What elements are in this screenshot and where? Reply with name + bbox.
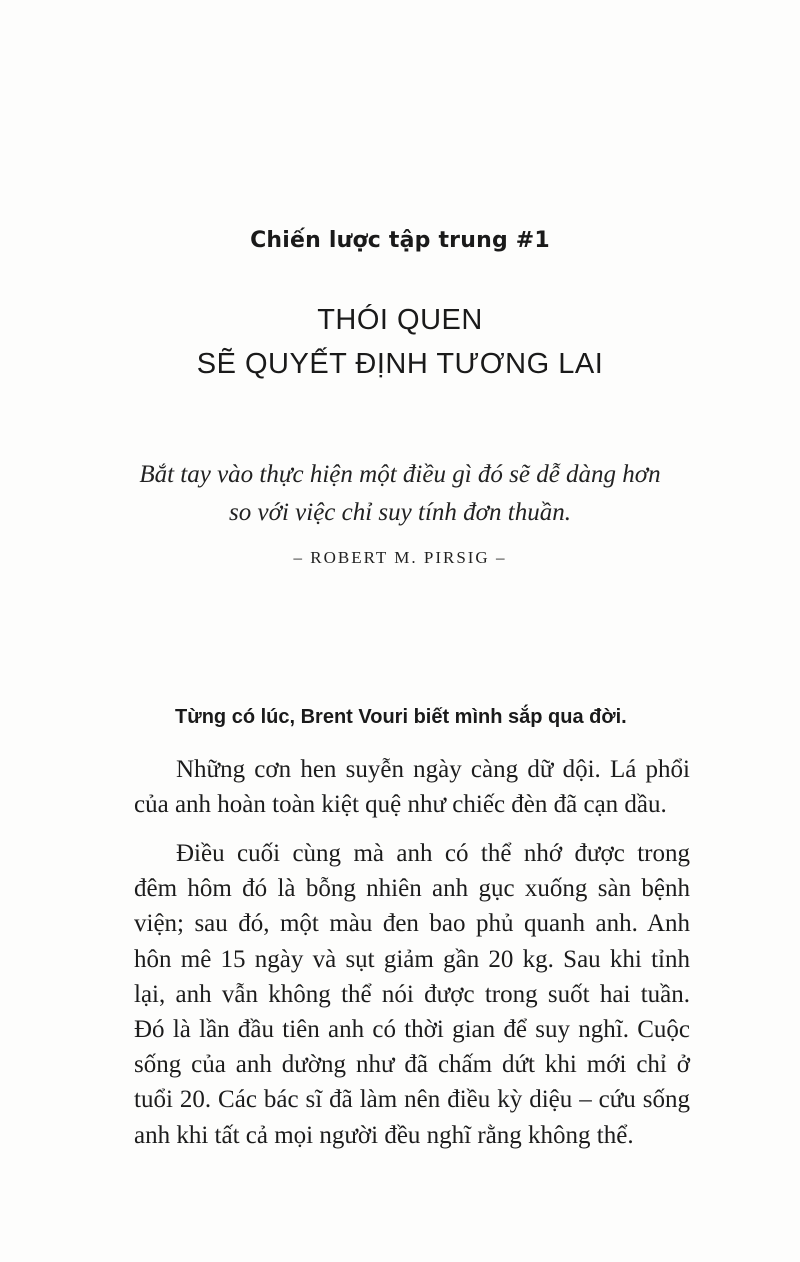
epigraph-line-2: so với việc chỉ suy tính đơn thuần. <box>229 499 571 526</box>
paragraph-2-line-3: viện; sau đó, một màu đen bao phủ quanh anh. Anh <box>134 910 690 938</box>
paragraph-1-line-1: Những cơn hen suyễn ngày càng dữ dội. Lá phổi <box>176 756 690 783</box>
section-kicker: Chiến lược tập trung #1 <box>250 228 550 253</box>
paragraph-2-line-9: anh khi tất cả mọi người đều nghĩ rằng không thể. <box>134 1121 634 1149</box>
epigraph-attribution: – ROBERT M. PIRSIG – <box>293 548 507 567</box>
paragraph-2-line-8: tuổi 20. Các bác sĩ đã làm nên điều kỳ diệu – cứu sống <box>134 1086 690 1114</box>
paragraph-2-line-7: sống của anh dường như đã chấm dứt khi mới chỉ ở <box>134 1051 690 1079</box>
paragraph-2-line-5: lại, anh vẫn không thể nói được trong suốt hai tuần. <box>134 980 690 1008</box>
lead-sentence: Từng có lúc, Brent Vouri biết mình sắp qua đời. <box>175 706 627 728</box>
chapter-title-line-2: SẼ QUYẾT ĐỊNH TƯƠNG LAI <box>196 348 604 380</box>
paragraph-2 <box>134 836 690 1153</box>
chapter-title-line-1: THÓI QUEN <box>317 304 483 336</box>
paragraph-1-line-2: của anh hoàn toàn kiệt quệ như chiếc đèn đã cạn dầu. <box>134 791 667 819</box>
epigraph-quote <box>0 456 800 532</box>
paragraph-2-line-1: Điều cuối cùng mà anh có thể nhớ được trong <box>176 840 690 867</box>
paragraph-2-line-6: Đó là lần đầu tiên anh có thời gian để suy nghĩ. Cuộc <box>134 1016 690 1044</box>
paragraph-1 <box>134 752 690 822</box>
paragraph-2-line-2: đêm hôm đó là bỗng nhiên anh gục xuống sàn bệnh <box>134 875 690 903</box>
paragraph-2-line-4: hôn mê 15 ngày và sụt giảm gần 20 kg. Sau khi tỉnh <box>134 945 690 973</box>
chapter-title <box>0 298 800 386</box>
epigraph-line-1: Bắt tay vào thực hiện một điều gì đó sẽ dễ dàng hơn <box>139 461 661 488</box>
